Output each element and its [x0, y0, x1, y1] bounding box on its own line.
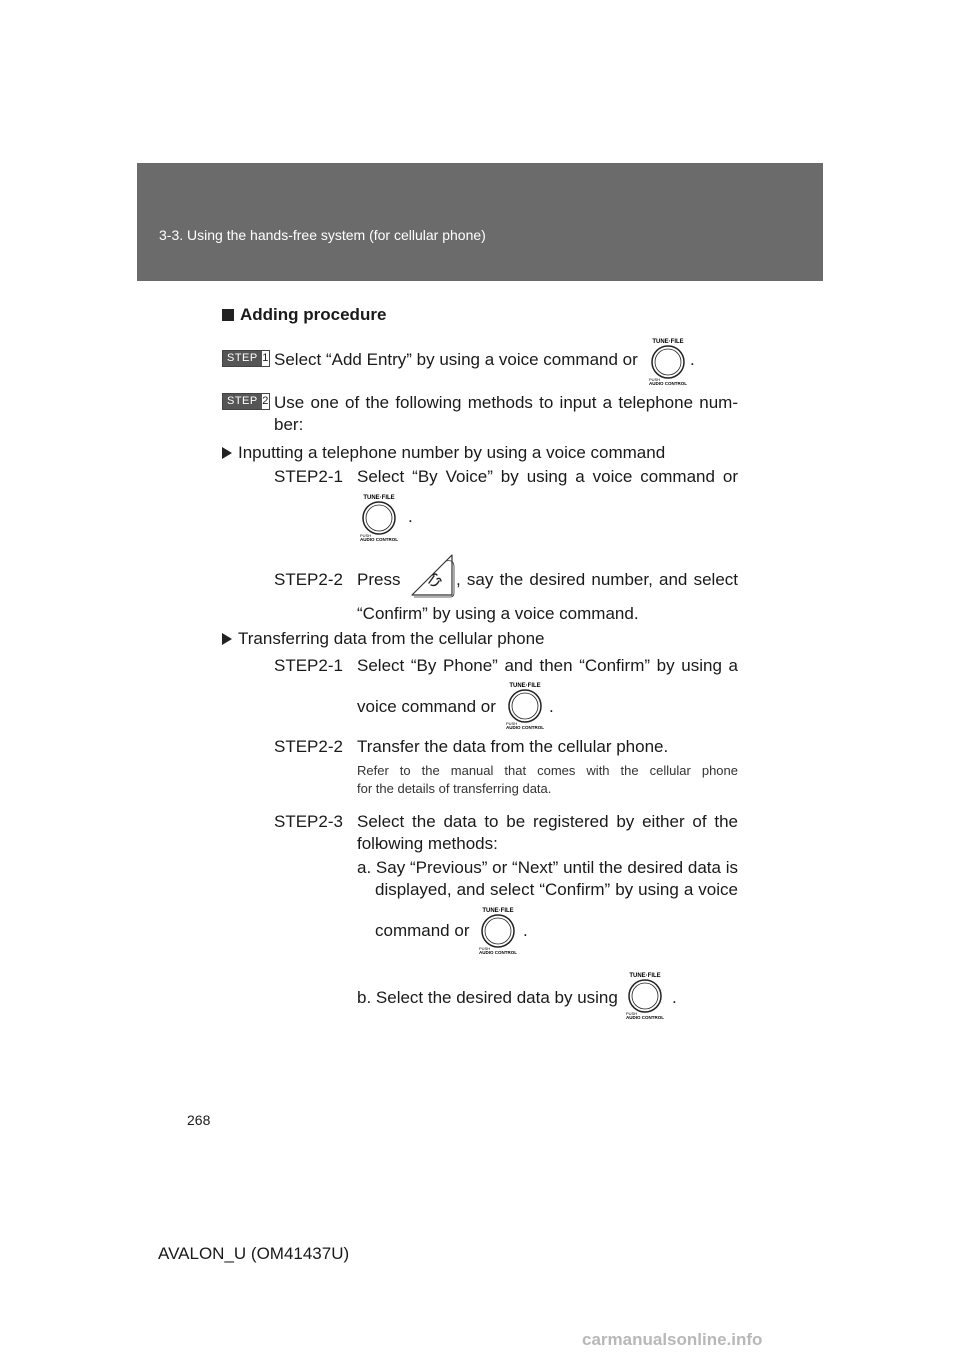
- phone-step2-3-label: STEP2-3: [274, 812, 343, 831]
- voice-step2-2-line2: “Confirm” by using a voice command.: [357, 604, 639, 623]
- voice-step2-2-text: , say the desired number, and select: [456, 570, 738, 589]
- svg-text:AUDIO CONTROL: AUDIO CONTROL: [479, 950, 517, 955]
- svg-text:TUNE·FILE: TUNE·FILE: [652, 339, 684, 345]
- step-2-line-2: ber:: [274, 415, 304, 434]
- svg-text:TUNE·FILE: TUNE·FILE: [482, 908, 514, 914]
- tune-file-knob-icon: [349, 492, 409, 542]
- phone-step2-2-label: STEP2-2: [274, 737, 343, 756]
- phone-step2-3-line2: lowing methods:: [375, 834, 498, 853]
- step-1-text: Select “Add Entry” by using a voice command or: [274, 350, 638, 369]
- voice-step2-2-press: Press: [357, 570, 401, 589]
- phone-step2-1-line2: voice command or: [357, 697, 496, 716]
- svg-text:AUDIO CONTROL: AUDIO CONTROL: [506, 725, 544, 730]
- phone-note-line2: for the details of transferring data.: [357, 781, 552, 796]
- watermark: carmanualsonline.info: [582, 1330, 763, 1349]
- phone-step2-1-end: .: [549, 697, 554, 716]
- option-b-end: .: [672, 988, 677, 1007]
- option-a-line1: a. Say “Previous” or “Next” until the desired data is: [357, 858, 738, 877]
- voice-step2-2-label: STEP2-2: [274, 570, 343, 589]
- svg-text:PUSH: PUSH: [626, 1011, 638, 1016]
- tune-file-knob-icon: [468, 905, 528, 955]
- svg-text:PUSH: PUSH: [506, 721, 518, 726]
- svg-text:AUDIO CONTROL: AUDIO CONTROL: [626, 1015, 664, 1020]
- tune-file-knob-icon: [638, 336, 698, 386]
- phone-step2-1-line1: Select “By Phone” and then “Confirm” by using a: [357, 656, 738, 675]
- voice-step2-1-text: Select “By Voice” by using a voice command or: [357, 467, 738, 486]
- triangle-bullet-icon: [222, 633, 232, 645]
- triangle-bullet-icon: [222, 447, 232, 459]
- section-title: [222, 304, 386, 326]
- phone-note-line1: Refer to the manual that comes with the cellular phone: [357, 763, 738, 778]
- phone-step2-2-text: Transfer the data from the cellular phone.: [357, 737, 669, 756]
- option-b-text: b. Select the desired data by using: [357, 988, 618, 1007]
- chapter-title: 3-3. Using the hands-free system (for cellular phone): [159, 227, 486, 243]
- voice-step2-1-label: STEP2-1: [274, 467, 343, 486]
- phone-step2-1-label: STEP2-1: [274, 656, 343, 675]
- option-a-line2: displayed, and select “Confirm” by using a voice: [375, 880, 738, 899]
- phone-step2-3-line1: Select the data to be registered by either of the fol-: [357, 812, 738, 853]
- step-2-line-1: Use one of the following methods to input a telephone num-: [274, 393, 738, 412]
- page-number: 268: [187, 1112, 211, 1128]
- svg-text:TUNE·FILE: TUNE·FILE: [509, 683, 541, 689]
- svg-text:PUSH: PUSH: [649, 377, 661, 382]
- method-phone-title: Transferring data from the cellular phone: [222, 628, 544, 650]
- step-1-end: .: [690, 350, 695, 369]
- option-a-line3: command or: [375, 921, 470, 940]
- chapter-header: [137, 163, 823, 281]
- step-2-badge: STEP 2: [222, 393, 270, 410]
- svg-text:AUDIO CONTROL: AUDIO CONTROL: [360, 537, 398, 542]
- svg-text:TUNE·FILE: TUNE·FILE: [363, 495, 395, 501]
- tune-file-knob-icon: [615, 970, 675, 1020]
- option-a-end: .: [523, 921, 528, 940]
- square-bullet-icon: [222, 309, 234, 321]
- step-1-badge: STEP 1: [222, 350, 270, 367]
- svg-text:TUNE·FILE: TUNE·FILE: [629, 973, 661, 979]
- svg-text:PUSH: PUSH: [360, 533, 372, 538]
- footer-model-code: AVALON_U (OM41437U): [158, 1244, 350, 1263]
- talk-switch-icon: [408, 553, 456, 604]
- tune-file-knob-icon: [495, 680, 555, 730]
- svg-text:PUSH: PUSH: [479, 946, 491, 951]
- method-voice-title: Inputting a telephone number by using a voice command: [222, 442, 665, 464]
- section-title-text: Adding procedure: [240, 305, 387, 324]
- voice-step2-1-end: .: [408, 507, 413, 526]
- svg-text:AUDIO CONTROL: AUDIO CONTROL: [649, 381, 687, 386]
